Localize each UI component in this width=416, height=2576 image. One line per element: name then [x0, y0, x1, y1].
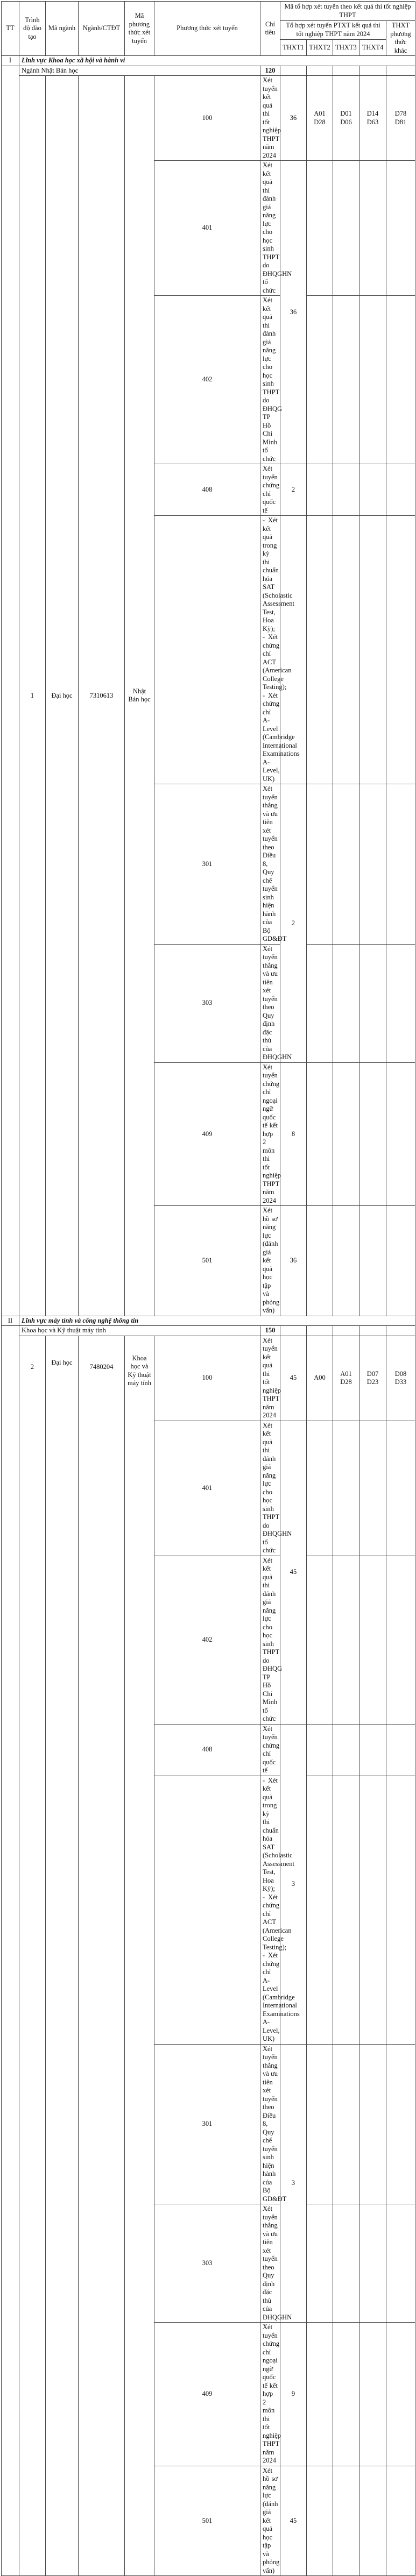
method-text: Xét tuyển chứng chỉ quốc tế: [260, 464, 280, 516]
quota: 2: [280, 784, 307, 1063]
header-thxt4: THXT4: [359, 39, 386, 55]
method-code: 409: [154, 1062, 260, 1206]
row-trinh-do: Đại học: [46, 76, 79, 1316]
header-nganh: Ngành/CTĐT: [79, 2, 125, 56]
method-line: - Xét kết quả trong kỳ thi chuẩn hóa SAT (Scholastic Assessment Test, Hoa Kỳ);: [263, 1776, 295, 1892]
method-code: 402: [154, 1556, 260, 1724]
thxt1-cell: A00: [307, 1336, 333, 1421]
quota: 36: [280, 1206, 307, 1316]
method-code: 402: [154, 296, 260, 464]
method-text: Xét kết quả thi đánh giá năng lực cho học sinh THPT do ĐHQGHN tổ chức: [260, 161, 280, 296]
nganh-label: Khoa học và Kỹ thuật máy tính: [19, 1326, 260, 1336]
header-thxt2: THXT2: [307, 39, 333, 55]
row-ma-nganh: 7480204: [79, 1336, 125, 2576]
method-text: Xét tuyển thẳng và ưu tiên xét tuyển theo Quy định đặc thù của ĐHQGHN: [260, 944, 280, 1062]
quota: 36: [280, 76, 307, 161]
row-nganh: Khoa học và Kỹ thuật máy tính: [125, 1336, 154, 2576]
method-line: - Xét kết quả trong kỳ thi chuẩn hóa SAT (Scholastic Assessment Test, Hoa Kỳ);: [263, 516, 295, 633]
method-code: 501: [154, 2466, 260, 2576]
method-text: Xét tuyển thẳng và ưu tiên xét tuyển theo Quy định đặc thù của ĐHQGHN: [260, 2204, 280, 2323]
section-title: Lĩnh vực máy tính và công nghệ thông tin: [19, 1316, 415, 1326]
thxt2-cell: D01 D06: [333, 76, 359, 161]
section-title: Lĩnh vực Khoa học xã hội và hành vi: [19, 56, 415, 66]
method-text: Xét tuyển chứng chỉ quốc tế: [260, 1724, 280, 1776]
method-code: 409: [154, 2323, 260, 2466]
thxt4-cell: D78 D81: [386, 76, 415, 161]
nganh-total: 150: [260, 1326, 280, 1336]
nganh-total: 120: [260, 66, 280, 76]
method-line: - Xét chứng chỉ A-Level (Cambridge International Examinations A-Level, UK): [263, 1951, 300, 2042]
row-ma-nganh: 7310613: [79, 76, 125, 1316]
header-ptxt: Phương thức xét tuyển: [154, 2, 260, 56]
method-code: 301: [154, 2044, 260, 2204]
thxt3-cell: D14 D63: [359, 76, 386, 161]
quota: 3: [280, 2044, 307, 2323]
method-code: 303: [154, 2204, 260, 2323]
method-line: - Xét chứng chỉ ACT (American College Testing);: [263, 1893, 292, 1951]
quota: 9: [280, 2323, 307, 2466]
quota: 36: [280, 161, 307, 464]
method-text: Xét hồ sơ năng lực (đánh giá kết quả học tập và phỏng vấn): [260, 1206, 280, 1316]
quota: 3: [280, 1724, 307, 2044]
method-code: 408: [154, 1724, 260, 1776]
header-thxt-khac: THXT phương thức khác: [386, 21, 415, 56]
section-roman: II: [2, 1316, 19, 1326]
admission-table: [1, 1, 415, 2576]
method-text: Xét tuyển thẳng và ưu tiên xét tuyển theo Điều 8, Quy chế tuyển sinh hiện hành của Bộ GD&ĐT: [260, 2044, 280, 2204]
method-text: Xét hồ sơ năng lực (đánh giá kết quả học tập và phỏng vấn): [260, 2466, 280, 2576]
method-text: Xét tuyển chứng chỉ ngoại ngữ quốc tế kết hợp 2 môn thi tốt nghiệp THPT năm 2024: [260, 1062, 280, 1206]
method-code: 301: [154, 784, 260, 945]
thxt1-cell: A01 D28: [307, 76, 333, 161]
row-tt: 1: [19, 76, 46, 1316]
method-text: Xét tuyển kết quả thi tốt nghiệp THPT năm 2024: [260, 76, 280, 161]
method-text: Xét kết quả thi đánh giá năng lực cho học sinh THPT do ĐHQG TP Hồ Chí Minh tổ chức: [260, 296, 280, 464]
thxt3-cell: D07 D23: [359, 1336, 386, 1421]
method-text: Xét tuyển chứng chỉ ngoại ngữ quốc tế kết hợp 2 môn thi tốt nghiệp THPT năm 2024: [260, 2323, 280, 2466]
method-code: 401: [154, 1421, 260, 1556]
quota: 45: [280, 1421, 307, 1724]
thxt2-cell: A01 D28: [333, 1336, 359, 1421]
header-thxt3: THXT3: [333, 39, 359, 55]
header-ma-ptxt: Mã phương thức xét tuyển: [125, 2, 154, 56]
method-code: 100: [154, 1336, 260, 1421]
method-line: - Xét chứng chỉ ACT (American College Testing);: [263, 633, 292, 691]
quota: 45: [280, 1336, 307, 1421]
row-tt: 2: [19, 1336, 46, 2576]
header-chi-tieu: Chỉ tiêu: [260, 2, 280, 56]
method-code: 408: [154, 464, 260, 516]
section-roman: I: [2, 56, 19, 66]
method-text: Xét tuyển thẳng và ưu tiên xét tuyển theo Điều 8, Quy chế tuyển sinh hiện hành của Bộ GD&ĐT: [260, 784, 280, 945]
method-text: Xét tuyển kết quả thi tốt nghiệp THPT năm 2024: [260, 1336, 280, 1421]
header-trinh-do: Trình độ đào tạo: [19, 2, 46, 56]
method-text: [260, 516, 300, 784]
method-code: 501: [154, 1206, 260, 1316]
header-thxt1: THXT1: [280, 39, 307, 55]
header-subgroup: Tổ hợp xét tuyển PTXT kết quả thi tốt nghiệp THPT năm 2024: [280, 21, 386, 40]
quota: 2: [280, 464, 307, 516]
method-code: 401: [154, 161, 260, 296]
method-text: [260, 1776, 300, 2044]
quota: 45: [280, 2466, 307, 2576]
nganh-label: Ngành Nhật Bản học: [19, 66, 260, 76]
header-ma-nganh: Mã ngành: [46, 2, 79, 56]
quota: 8: [280, 1062, 307, 1206]
header-group: Mã tổ hợp xét tuyển theo kết quả thi tốt nghiệp THPT: [280, 2, 415, 21]
method-text: Xét kết quả thi đánh giá năng lực cho học sinh THPT do ĐHQGHN tổ chức: [260, 1421, 280, 1556]
row-trinh-do: Đại học: [46, 1336, 79, 2576]
method-text: Xét kết quả thi đánh giá năng lực cho học sinh THPT do ĐHQG TP Hồ Chí Minh tổ chức: [260, 1556, 280, 1724]
method-code: 100: [154, 76, 260, 161]
method-line: - Xét chứng chỉ A-Level (Cambridge International Examinations A-Level, UK): [263, 691, 300, 783]
method-code: 303: [154, 944, 260, 1062]
thxt4-cell: D08 D33: [386, 1336, 415, 1421]
header-tt: TT: [2, 2, 19, 56]
row-nganh: Nhật Bản học: [125, 76, 154, 1316]
